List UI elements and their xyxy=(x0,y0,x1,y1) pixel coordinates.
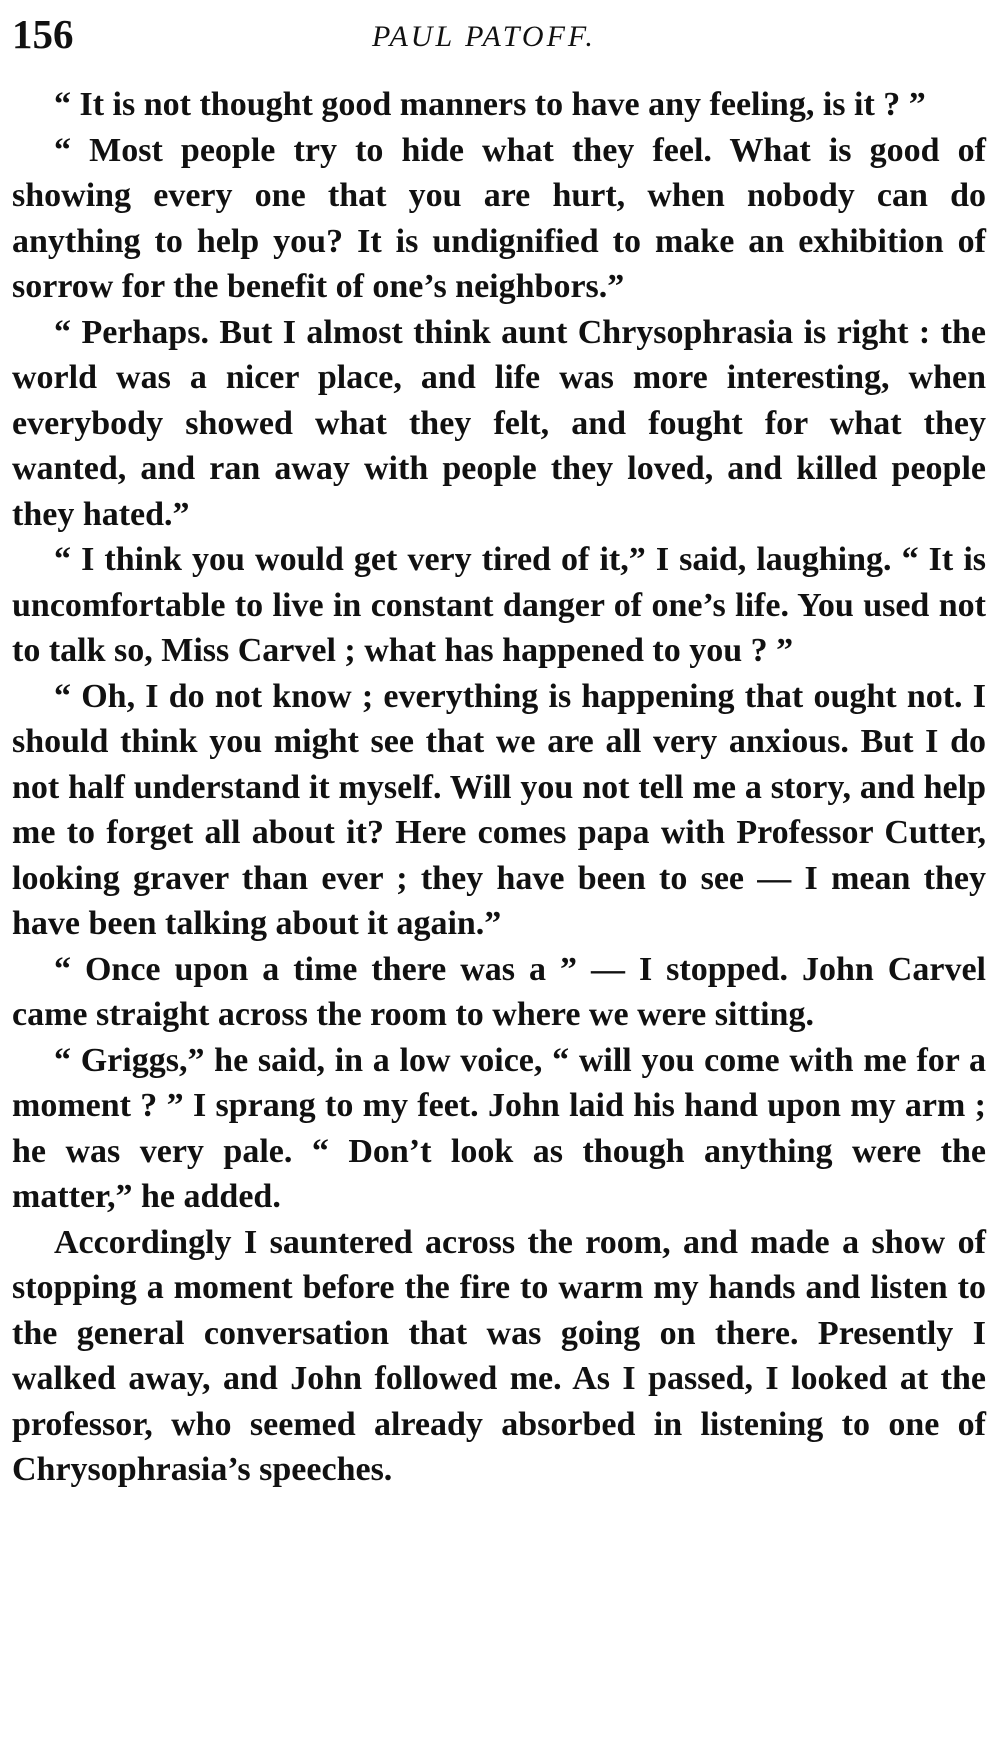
paragraph-5: “ Oh, I do not know ; everything is happening that ought not. I should think you might see that we are all very anxious. But I do not half understand it myself. Will you not tell me a story, and help me to forget all about it? Here comes papa with Professor Cutter, looking graver than ever ; they have been to see — I mean they have been talking about it again.” xyxy=(12,677,986,942)
page-header xyxy=(12,10,986,72)
paragraph-8: Accordingly I sauntered across the room, and made a show of stopping a moment before the fire to warm my hands and listen to the general conversation that was going on there. Presently I walked away, and John followed me. As I passed, I looked at the professor, who seemed already absorbed in listening to one of Chrysophrasia’s speeches. xyxy=(12,1223,986,1488)
page-body xyxy=(12,82,986,1493)
paragraph-4: “ I think you would get very tired of it,” I said, laughing. “ It is uncomfortable to live in constant danger of one’s life. You used not to talk so, Miss Carvel ; what has happened to you ? ” xyxy=(12,541,986,669)
paragraph-2: “ Most people try to hide what they feel. What is good of showing every one that you are hurt, when nobody can do anything to help you? It is undignified to make an exhibition of sorrow for the benefit of one’s neighbors.” xyxy=(12,131,986,305)
paragraph-1: “ It is not thought good manners to have any feeling, is it ? ” xyxy=(54,86,926,123)
paragraph-7: “ Griggs,” he said, in a low voice, “ will you come with me for a moment ? ” I sprang to my feet. John laid his hand upon my arm ; he was very pale. “ Don’t look as though anything were the matter,” he added. xyxy=(12,1041,986,1215)
paragraph-3: “ Perhaps. But I almost think aunt Chrysophrasia is right : the world was a nicer place, and life was more interesting, when everybody showed what they felt, and fought for what they wanted, and ran away with people they loved, and killed people they hated.” xyxy=(12,313,986,533)
running-head: PAUL PATOFF. xyxy=(372,20,596,53)
paragraph-6: “ Once upon a time there was a ” — I stopped. John Carvel came straight across the room to where we were sitting. xyxy=(12,950,986,1033)
page-number: 156 xyxy=(12,11,74,57)
